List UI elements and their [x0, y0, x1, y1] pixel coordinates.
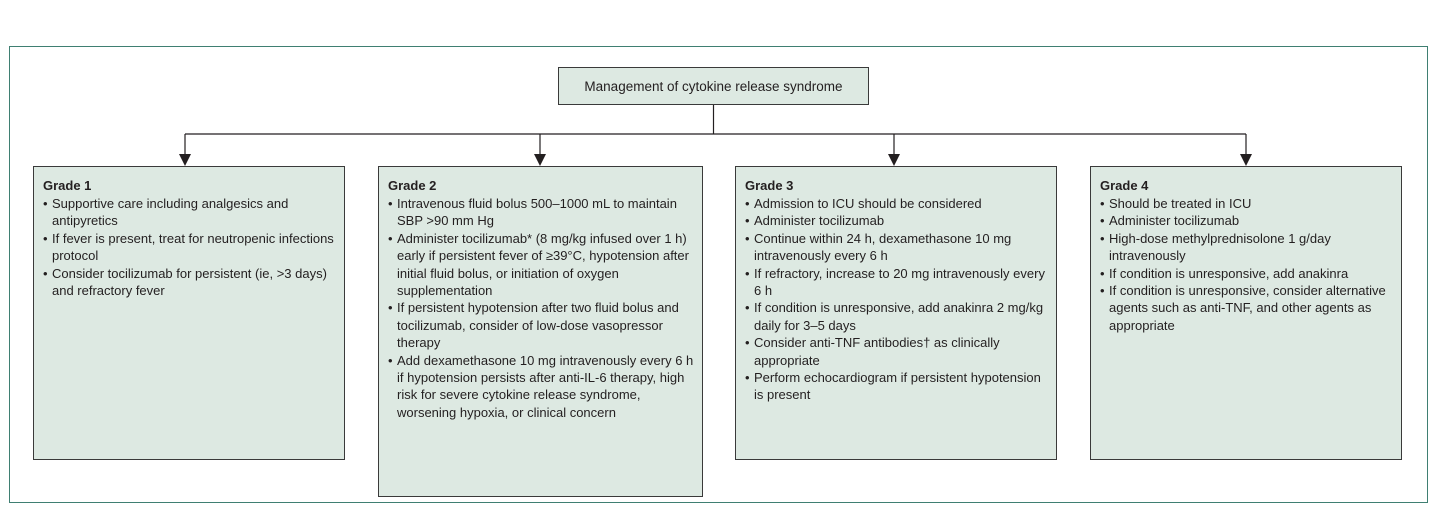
list-item: • If persistent hypotension after two fluid bolus and tocilizumab, consider of low-dose vasopressor therapy	[388, 299, 694, 351]
list-item: • If condition is unresponsive, add anakinra	[1100, 265, 1393, 282]
list-item: • Add dexamethasone 10 mg intravenously every 6 h if hypotension persists after anti-IL-6 therapy, high risk for severe cytokine release syndrome, worsening hypoxia, or clinical concern	[388, 352, 694, 422]
list-item: • Continue within 24 h, dexamethasone 10 mg intravenously every 6 h	[745, 230, 1048, 265]
grade-4-list	[1100, 195, 1393, 334]
list-item: • Supportive care including analgesics and antipyretics	[43, 195, 336, 230]
list-item: • Admission to ICU should be considered	[745, 195, 1048, 212]
list-item: • Administer tocilizumab* (8 mg/kg infused over 1 h) early if persistent fever of ≥39°C, hypotension after initial fluid bolus, or initiation of oxygen supplementation	[388, 230, 694, 300]
list-item: • Intravenous fluid bolus 500–1000 mL to maintain SBP >90 mm Hg	[388, 195, 694, 230]
grade-2-heading: Grade 2	[388, 178, 437, 193]
grade-4-heading: Grade 4	[1100, 178, 1149, 193]
list-item: • Administer tocilizumab	[1100, 212, 1393, 229]
grade-4-box	[1090, 166, 1402, 460]
grade-3-heading: Grade 3	[745, 178, 794, 193]
list-item: • Should be treated in ICU	[1100, 195, 1393, 212]
list-item: • If condition is unresponsive, consider alternative agents such as anti-TNF, and other agents as appropriate	[1100, 282, 1393, 334]
grade-2-box	[378, 166, 703, 497]
root-node	[558, 67, 869, 105]
list-item: • If refractory, increase to 20 mg intravenously every 6 h	[745, 265, 1048, 300]
arrowhead-grade-3	[888, 154, 900, 166]
arrowhead-grade-4	[1240, 154, 1252, 166]
grade-1-box	[33, 166, 345, 460]
list-item: • Consider tocilizumab for persistent (ie, >3 days) and refractory fever	[43, 265, 336, 300]
list-item: • Consider anti-TNF antibodies† as clinically appropriate	[745, 334, 1048, 369]
root-node-label: Management of cytokine release syndrome	[584, 78, 843, 94]
arrowhead-grade-1	[179, 154, 191, 166]
grade-2-list	[388, 195, 694, 421]
list-item: • If fever is present, treat for neutropenic infections protocol	[43, 230, 336, 265]
list-item: • Administer tocilizumab	[745, 212, 1048, 229]
arrowhead-grade-2	[534, 154, 546, 166]
list-item: • High-dose methylprednisolone 1 g/day intravenously	[1100, 230, 1393, 265]
list-item: • Perform echocardiogram if persistent hypotension is present	[745, 369, 1048, 404]
grade-3-box	[735, 166, 1057, 460]
grade-1-heading: Grade 1	[43, 178, 92, 193]
grade-1-list	[43, 195, 336, 299]
list-item: • If condition is unresponsive, add anakinra 2 mg/kg daily for 3–5 days	[745, 299, 1048, 334]
grade-3-list	[745, 195, 1048, 404]
